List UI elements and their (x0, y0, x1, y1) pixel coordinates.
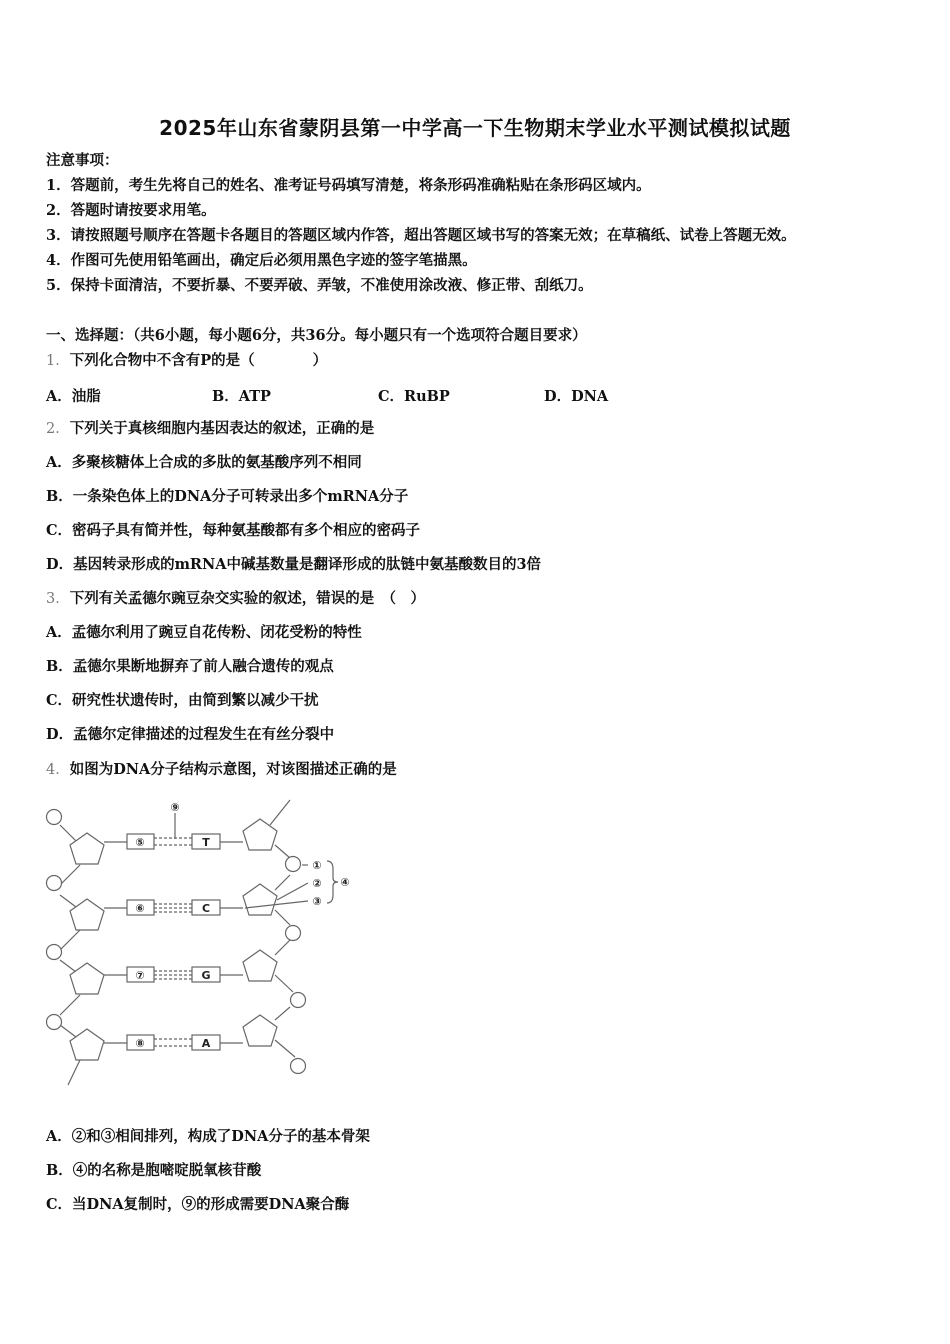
option-b[interactable]: B．一条染色体上的DNA分子可转录出多个mRNA分子 (46, 488, 409, 505)
label-5: ⑤ (135, 836, 145, 849)
notice-item-1: 1．答题前，考生先将自己的姓名、准考证号码填写清楚，将条形码准确粘贴在条形码区域内。 (46, 177, 651, 194)
label-1: ① (312, 859, 322, 872)
question-4 (46, 760, 397, 780)
label-4: ④ (340, 876, 350, 889)
base-g: G (201, 969, 211, 982)
option-d[interactable]: D．DNA (544, 388, 609, 405)
notice-item-3: 3．请按照题号顺序在答题卡各题目的答题区域内作答，超出答题区域书写的答案无效；在草稿纸、试卷上答题无效。 (46, 227, 796, 244)
label-6: ⑥ (135, 902, 145, 915)
option-b[interactable]: B．孟德尔果断地摒弃了前人融合遗传的观点 (46, 658, 334, 675)
label-8: ⑧ (135, 1037, 145, 1050)
question-stem: 下列有关孟德尔豌豆杂交实验的叙述，错误的是 （ ） (69, 590, 425, 607)
question-number: 2． (46, 421, 70, 437)
option-a[interactable]: A．②和③相间排列，构成了DNA分子的基本骨架 (46, 1128, 370, 1145)
option-c[interactable]: C．RuBP (378, 388, 450, 405)
base-c: C (201, 902, 211, 915)
label-9: ⑨ (170, 801, 180, 814)
dna-structure-diagram (40, 795, 360, 1095)
question-number: 1． (46, 353, 70, 369)
notice-heading: 注意事项： (46, 152, 119, 169)
label-2: ② (312, 877, 322, 890)
notice-item-5: 5．保持卡面清洁，不要折暴、不要弄破、弄皱，不准使用涂改液、修正带、刮纸刀。 (46, 277, 593, 294)
option-c[interactable]: C．研究性状遗传时，由简到繁以减少干扰 (46, 692, 319, 709)
option-d[interactable]: D．孟德尔定律描述的过程发生在有丝分裂中 (46, 726, 335, 743)
question-1 (46, 351, 327, 371)
section-heading: 一、选择题：（共6小题，每小题6分，共36分。每小题只有一个选项符合题目要求） (46, 327, 587, 344)
option-a[interactable]: A．孟德尔利用了豌豆自花传粉、闭花受粉的特性 (46, 624, 362, 641)
option-c[interactable]: C．当DNA复制时，⑨的形成需要DNA聚合酶 (46, 1196, 350, 1213)
option-a[interactable]: A．油脂 (46, 388, 101, 405)
option-c[interactable]: C．密码子具有简并性，每种氨基酸都有多个相应的密码子 (46, 522, 421, 539)
question-stem: 下列化合物中不含有P的是（ ） (69, 352, 328, 369)
question-2 (46, 419, 374, 439)
question-stem: 下列关于真核细胞内基因表达的叙述，正确的是 (69, 420, 375, 437)
label-7: ⑦ (135, 969, 145, 982)
question-3 (46, 589, 425, 609)
notice-item-4: 4．作图可先使用铅笔画出，确定后必须用黑色字迹的签字笔描黑。 (46, 252, 477, 269)
option-d[interactable]: D．基因转录形成的mRNA中碱基数量是翻译形成的肽链中氨基酸数目的3倍 (46, 556, 542, 573)
page-title: 2025年山东省蒙阴县第一中学高一下生物期末学业水平测试模拟试题 (159, 116, 791, 140)
base-a: A (201, 1037, 211, 1050)
notice-item-2: 2．答题时请按要求用笔。 (46, 202, 216, 219)
label-3: ③ (312, 895, 322, 908)
question-stem: 如图为DNA分子结构示意图，对该图描述正确的是 (69, 761, 397, 778)
base-t: T (202, 836, 210, 849)
question-number: 4． (46, 762, 70, 778)
question-1-options (46, 385, 608, 406)
option-a[interactable]: A．多聚核糖体上合成的多肽的氨基酸序列不相同 (46, 454, 362, 471)
option-b[interactable]: B．④的名称是胞嘧啶脱氧核苷酸 (46, 1162, 262, 1179)
option-b[interactable]: B．ATP (212, 388, 271, 405)
question-number: 3． (46, 591, 70, 607)
